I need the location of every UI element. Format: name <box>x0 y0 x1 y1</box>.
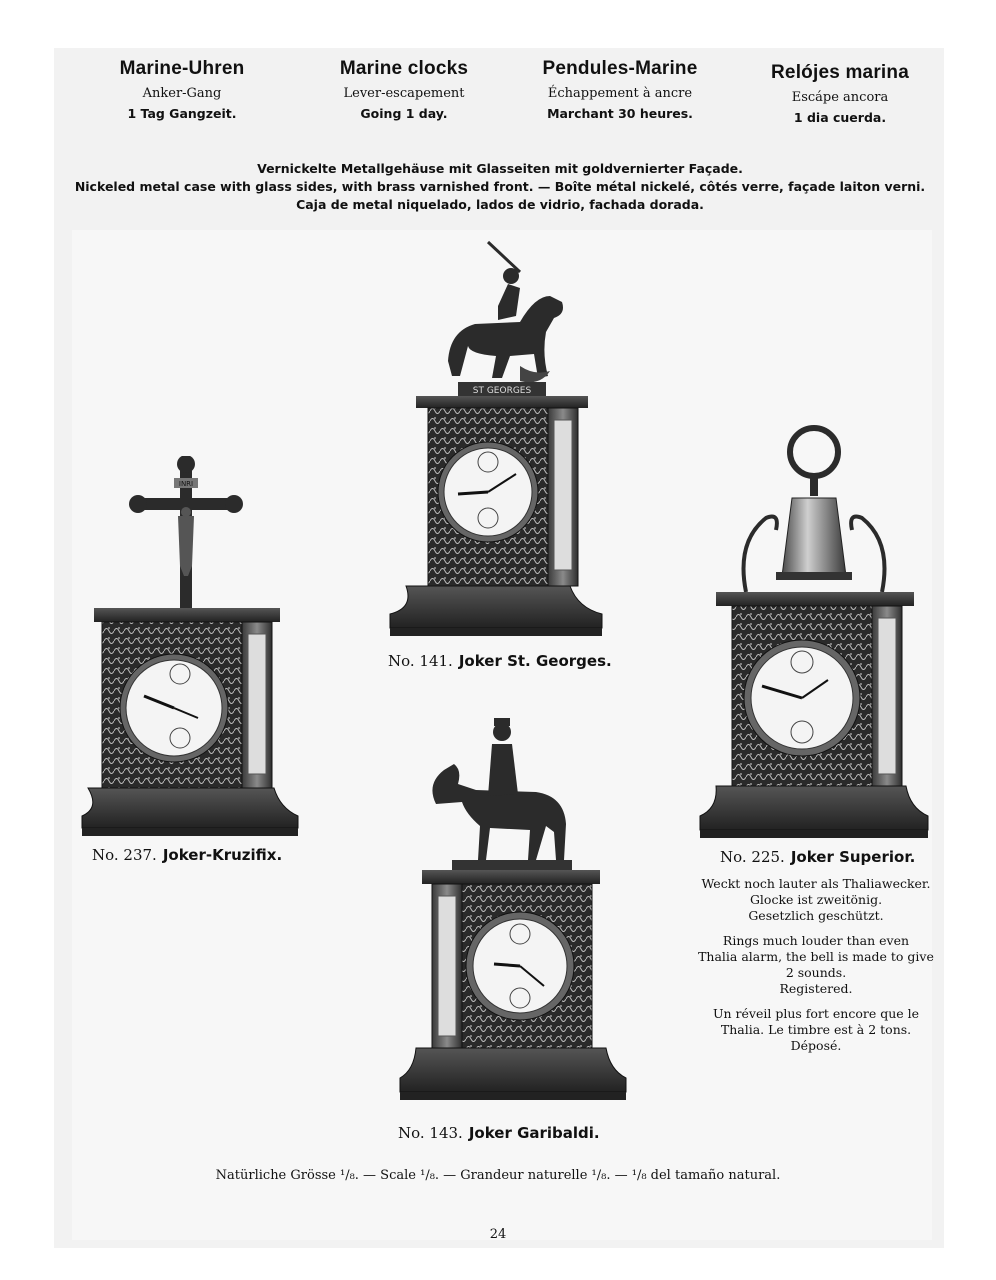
superior-description <box>696 876 936 1063</box>
desc-line: 2 sounds. <box>785 965 847 980</box>
st-georges-clock-illustration <box>370 236 622 646</box>
st-georges-number: No. 141. <box>388 652 453 670</box>
desc-line: Gesetzlich geschützt. <box>748 908 884 923</box>
scale-note: Natürliche Grösse ¹/₈. — Scale ¹/₈. — Grandeur naturelle ¹/₈. — ¹/₈ del tamaño natural. <box>215 1168 781 1183</box>
case-line-spanish: Caja de metal niquelado, lados de vidrio, fachada dorada. <box>296 197 704 212</box>
header-col-french <box>510 58 730 121</box>
desc-line: Thalia. Le timbre est à 2 tons. <box>720 1022 912 1037</box>
case-line-english-french: Nickeled metal case with glass sides, with brass varnished front. — Boîte métal nickelé, côtés verre, façade laiton verni. <box>74 179 926 194</box>
header-title: Pendules-Marine <box>542 58 698 79</box>
desc-line: Registered. <box>779 981 853 996</box>
header-subtitle: Lever-escapement <box>343 86 465 101</box>
alarm-bell <box>744 428 885 592</box>
header-going: 1 dia cuerda. <box>793 110 887 125</box>
st-georges-plaque: ST GEORGES <box>472 386 532 396</box>
desc-line: Thalia alarm, the bell is made to give <box>698 949 934 964</box>
header-col-spanish <box>730 62 950 125</box>
garibaldi-caption <box>398 1124 600 1142</box>
crucifix-ornament <box>129 456 243 608</box>
st-georges-caption <box>388 652 612 670</box>
header-col-german <box>72 58 292 121</box>
header-going: 1 Tag Gangzeit. <box>127 106 237 121</box>
case-description <box>60 160 940 214</box>
page-number: 24 <box>489 1227 507 1242</box>
garibaldi-number: No. 143. <box>398 1124 463 1142</box>
header-subtitle: Échappement à ancre <box>547 86 693 101</box>
header-subtitle: Anker-Gang <box>142 86 222 101</box>
superior-caption <box>720 848 915 866</box>
superior-number: No. 225. <box>720 848 785 866</box>
kruzifix-name: Joker-Kruzifix. <box>162 846 283 864</box>
superior-desc-english <box>696 933 936 997</box>
desc-line: Weckt noch lauter als Thaliawecker. <box>701 876 931 891</box>
garibaldi-statue <box>432 718 566 860</box>
desc-line: Rings much louder than even <box>722 933 910 948</box>
superior-desc-french <box>696 1006 936 1054</box>
kruzifix-number: No. 237. <box>92 846 157 864</box>
desc-line: Glocke ist zweitönig. <box>749 892 883 907</box>
header-title: Marine-Uhren <box>119 58 245 79</box>
header-subtitle: Escápe ancora <box>791 90 889 105</box>
kruzifix-caption <box>92 846 282 864</box>
desc-line: Déposé. <box>790 1038 842 1053</box>
header-col-english <box>294 58 514 121</box>
st-georges-statue <box>448 242 563 382</box>
kruzifix-clock-illustration <box>74 456 304 842</box>
header-title: Marine clocks <box>339 58 469 79</box>
superior-clock-illustration <box>696 422 932 848</box>
superior-name: Joker Superior. <box>790 848 916 866</box>
crucifix-plaque: INRI <box>178 480 194 488</box>
st-georges-name: Joker St. Georges. <box>458 652 612 670</box>
garibaldi-name: Joker Garibaldi. <box>468 1124 600 1142</box>
case-line-german: Vernickelte Metallgehäuse mit Glasseiten mit goldvernierter Façade. <box>257 161 743 176</box>
header-going: Marchant 30 heures. <box>547 106 693 121</box>
garibaldi-clock-illustration <box>396 714 628 1124</box>
header-title: Relójes marina <box>771 62 909 83</box>
desc-line: Un réveil plus fort encore que le <box>712 1006 920 1021</box>
superior-desc-german <box>696 876 936 924</box>
header-going: Going 1 day. <box>360 106 448 121</box>
